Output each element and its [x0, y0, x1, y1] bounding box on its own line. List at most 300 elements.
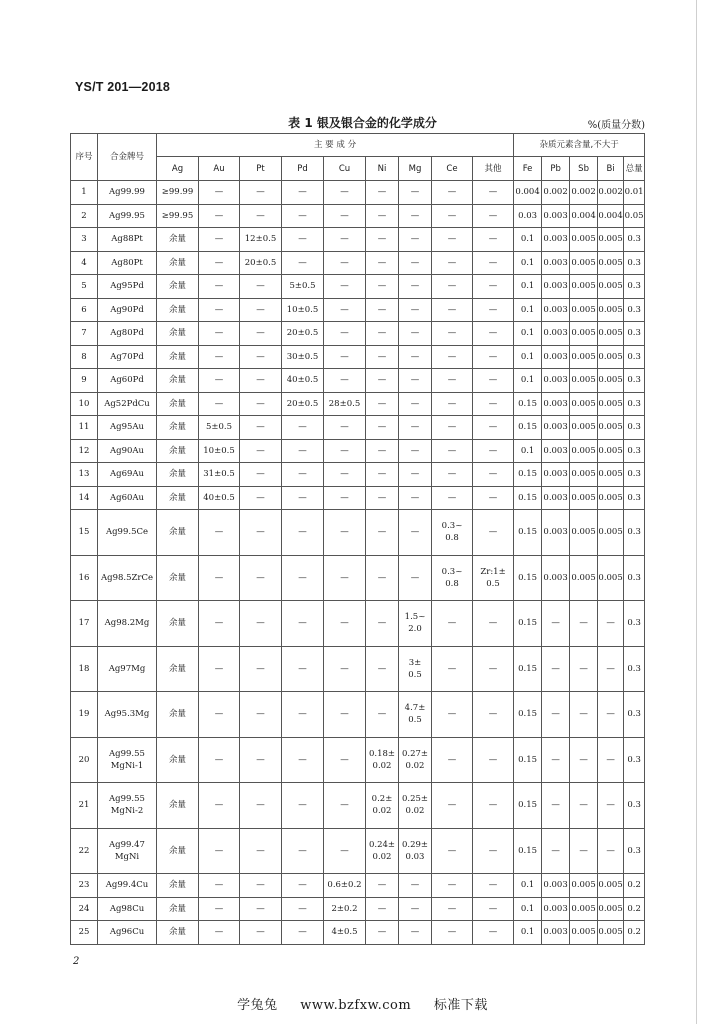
cell-total: 0.3 — [624, 692, 645, 738]
cell-mg — [399, 783, 432, 829]
cell-sb: 0.005 — [570, 897, 598, 921]
cell-seq: 9 — [71, 369, 98, 393]
cell-line: — — [410, 398, 420, 409]
cell-line: 0.5 — [486, 578, 500, 589]
cell-seq: 15 — [71, 510, 98, 556]
cell-line: — — [410, 927, 420, 938]
cell-pt: — — [240, 322, 282, 346]
cell-mg — [399, 737, 432, 783]
cell-mg — [399, 298, 432, 322]
cell-au: 40±0.5 — [199, 486, 240, 510]
cell-line: — — [447, 663, 457, 674]
cell-fe: 0.15 — [514, 692, 542, 738]
cell-mg — [399, 181, 432, 205]
cell-fe: 0.1 — [514, 897, 542, 921]
table-title: 表 1 银及银合金的化学成分 — [288, 116, 437, 130]
cell-cu: 28±0.5 — [324, 392, 366, 416]
cell-ce — [432, 298, 473, 322]
cell-line: Ag99.5Ce — [105, 527, 149, 538]
cell-au: 10±0.5 — [199, 439, 240, 463]
cell-au: — — [199, 646, 240, 692]
cell-line: Ag98Cu — [109, 903, 145, 914]
cell-ag: ≥99.99 — [157, 181, 199, 205]
cell-fe: 0.15 — [514, 392, 542, 416]
cell-ce — [432, 181, 473, 205]
table-row — [71, 345, 645, 369]
cell-bi: 0.005 — [598, 322, 624, 346]
cell-pb: 0.003 — [542, 439, 570, 463]
cell-line: — — [447, 375, 457, 386]
cell-pd: — — [282, 692, 324, 738]
cell-seq: 12 — [71, 439, 98, 463]
cell-pb: 0.003 — [542, 228, 570, 252]
cell-line: 0.02 — [372, 760, 392, 771]
cell-seq: 21 — [71, 783, 98, 829]
cell-ni: — — [366, 646, 399, 692]
cell-seq: 11 — [71, 416, 98, 440]
cell-cu: — — [324, 439, 366, 463]
header-main-group: 主 要 成 分 — [157, 134, 514, 157]
cell-line: — — [410, 328, 420, 339]
cell-pb: 0.003 — [542, 298, 570, 322]
cell-pd: — — [282, 828, 324, 874]
cell-ce — [432, 601, 473, 647]
cell-other — [473, 646, 514, 692]
header-main-col: Pd — [282, 157, 324, 181]
cell-ag: 余量 — [157, 486, 199, 510]
cell-cu: — — [324, 345, 366, 369]
cell-ni: — — [366, 204, 399, 228]
cell-grade — [98, 921, 157, 945]
cell-line: 0.18± — [368, 748, 396, 759]
table-row — [71, 251, 645, 275]
table-row — [71, 228, 645, 252]
cell-grade — [98, 369, 157, 393]
cell-line: Ag90Au — [109, 445, 144, 456]
cell-ag: 余量 — [157, 897, 199, 921]
cell-other — [473, 737, 514, 783]
cell-other — [473, 416, 514, 440]
cell-line: — — [447, 328, 457, 339]
cell-sb: 0.005 — [570, 555, 598, 601]
cell-ni: — — [366, 181, 399, 205]
cell-pt: — — [240, 345, 282, 369]
cell-total: 0.3 — [624, 510, 645, 556]
cell-sb: — — [570, 828, 598, 874]
cell-bi: 0.005 — [598, 439, 624, 463]
cell-total: 0.01 — [624, 181, 645, 205]
cell-pt: — — [240, 463, 282, 487]
cell-ce — [432, 345, 473, 369]
cell-pb: 0.003 — [542, 486, 570, 510]
cell-line: — — [488, 618, 498, 629]
cell-line: — — [447, 422, 457, 433]
cell-fe: 0.1 — [514, 369, 542, 393]
cell-seq: 5 — [71, 275, 98, 299]
cell-total: 0.3 — [624, 783, 645, 829]
cell-pb: — — [542, 692, 570, 738]
cell-ni: — — [366, 275, 399, 299]
cell-sb: 0.005 — [570, 921, 598, 945]
cell-bi: 0.005 — [598, 897, 624, 921]
cell-line: 0.03 — [405, 851, 425, 862]
cell-fe: 0.1 — [514, 345, 542, 369]
cell-ag: 余量 — [157, 737, 199, 783]
cell-line: Ag69Au — [109, 469, 144, 480]
cell-pt: — — [240, 369, 282, 393]
cell-pd: — — [282, 486, 324, 510]
cell-fe: 0.15 — [514, 646, 542, 692]
table-row — [71, 298, 645, 322]
cell-total: 0.3 — [624, 486, 645, 510]
cell-fe: 0.15 — [514, 783, 542, 829]
cell-ce — [432, 486, 473, 510]
cell-cu: 4±0.5 — [324, 921, 366, 945]
cell-line: 0.8 — [445, 578, 459, 589]
cell-line: 0.3~ — [441, 566, 463, 577]
table-row — [71, 463, 645, 487]
table-row — [71, 369, 645, 393]
cell-bi: — — [598, 828, 624, 874]
cell-bi: 0.005 — [598, 510, 624, 556]
cell-bi: 0.005 — [598, 369, 624, 393]
cell-au: — — [199, 181, 240, 205]
cell-line: — — [410, 304, 420, 315]
cell-cu: — — [324, 298, 366, 322]
cell-line: MgNi — [114, 851, 140, 862]
cell-total: 0.3 — [624, 251, 645, 275]
cell-mg — [399, 601, 432, 647]
table-row — [71, 275, 645, 299]
cell-ni — [366, 737, 399, 783]
cell-seq: 8 — [71, 345, 98, 369]
cell-au: — — [199, 204, 240, 228]
cell-grade — [98, 416, 157, 440]
cell-total: 0.2 — [624, 897, 645, 921]
cell-sb: 0.004 — [570, 204, 598, 228]
cell-ce — [432, 783, 473, 829]
cell-other — [473, 921, 514, 945]
cell-fe: 0.15 — [514, 737, 542, 783]
cell-cu: — — [324, 228, 366, 252]
cell-pd: 20±0.5 — [282, 322, 324, 346]
cell-pt: — — [240, 897, 282, 921]
cell-cu: — — [324, 601, 366, 647]
cell-total: 0.3 — [624, 555, 645, 601]
cell-ag: 余量 — [157, 510, 199, 556]
cell-ni — [366, 783, 399, 829]
cell-other — [473, 204, 514, 228]
cell-ag: 余量 — [157, 783, 199, 829]
cell-line: 0.2± — [371, 794, 393, 805]
cell-other — [473, 369, 514, 393]
cell-total: 0.3 — [624, 275, 645, 299]
cell-fe: 0.15 — [514, 601, 542, 647]
cell-line: — — [488, 927, 498, 938]
cell-mg — [399, 228, 432, 252]
cell-bi: 0.005 — [598, 463, 624, 487]
cell-ag: 余量 — [157, 416, 199, 440]
cell-au: 31±0.5 — [199, 463, 240, 487]
cell-ag: ≥99.95 — [157, 204, 199, 228]
cell-sb: — — [570, 646, 598, 692]
cell-pd: 20±0.5 — [282, 392, 324, 416]
cell-line: — — [488, 663, 498, 674]
cell-ag: 余量 — [157, 555, 199, 601]
cell-seq: 25 — [71, 921, 98, 945]
cell-seq: 22 — [71, 828, 98, 874]
cell-total: 0.2 — [624, 921, 645, 945]
cell-grade — [98, 345, 157, 369]
cell-line: — — [488, 304, 498, 315]
table-row — [71, 416, 645, 440]
cell-ce — [432, 555, 473, 601]
cell-line: — — [447, 445, 457, 456]
cell-pb: 0.003 — [542, 275, 570, 299]
cell-pd: — — [282, 737, 324, 783]
cell-other — [473, 555, 514, 601]
cell-pd: — — [282, 416, 324, 440]
header-impurity-col: 总量 — [624, 157, 645, 181]
cell-grade — [98, 439, 157, 463]
cell-ag: 余量 — [157, 251, 199, 275]
page-number: 2 — [73, 956, 80, 967]
cell-line: Ag99.99 — [109, 187, 145, 198]
header-seq: 序号 — [71, 134, 98, 181]
header-grade: 合金牌号 — [98, 134, 157, 181]
header-impurity-col: Pb — [542, 157, 570, 181]
cell-ce — [432, 251, 473, 275]
cell-au: — — [199, 828, 240, 874]
cell-seq: 24 — [71, 897, 98, 921]
cell-pd: — — [282, 439, 324, 463]
cell-seq: 17 — [71, 601, 98, 647]
cell-fe: 0.1 — [514, 275, 542, 299]
cell-pb: 0.003 — [542, 251, 570, 275]
cell-cu: — — [324, 828, 366, 874]
composition-table — [70, 133, 645, 945]
cell-line: — — [488, 903, 498, 914]
cell-line: — — [410, 234, 420, 245]
footer-slogan: 标准下载 — [433, 998, 488, 1013]
cell-line: Ag95.3Mg — [104, 709, 150, 720]
cell-line: — — [447, 257, 457, 268]
cell-sb: 0.005 — [570, 369, 598, 393]
cell-cu: — — [324, 181, 366, 205]
header-impurity-col: Fe — [514, 157, 542, 181]
cell-mg — [399, 486, 432, 510]
cell-pt: — — [240, 298, 282, 322]
cell-mg — [399, 874, 432, 898]
cell-pd: — — [282, 228, 324, 252]
cell-mg — [399, 369, 432, 393]
cell-mg — [399, 555, 432, 601]
cell-fe: 0.1 — [514, 322, 542, 346]
cell-au: — — [199, 322, 240, 346]
cell-line: — — [410, 903, 420, 914]
cell-mg — [399, 416, 432, 440]
cell-pb: 0.003 — [542, 345, 570, 369]
cell-line: 0.29± — [401, 839, 429, 850]
cell-pb: 0.003 — [542, 369, 570, 393]
cell-pt: — — [240, 392, 282, 416]
cell-total: 0.3 — [624, 298, 645, 322]
cell-line: — — [488, 800, 498, 811]
cell-line: — — [410, 880, 420, 891]
cell-sb: 0.005 — [570, 345, 598, 369]
cell-cu: — — [324, 555, 366, 601]
cell-line: — — [488, 234, 498, 245]
header-main-col: Ag — [157, 157, 199, 181]
cell-line: 0.25± — [401, 794, 429, 805]
cell-fe: 0.15 — [514, 416, 542, 440]
cell-bi: — — [598, 783, 624, 829]
cell-line: Ag90Pd — [110, 304, 144, 315]
cell-mg — [399, 204, 432, 228]
cell-line: — — [447, 187, 457, 198]
cell-total: 0.3 — [624, 416, 645, 440]
cell-total: 0.3 — [624, 646, 645, 692]
cell-line: — — [488, 398, 498, 409]
cell-fe: 0.03 — [514, 204, 542, 228]
cell-bi: 0.005 — [598, 416, 624, 440]
table-row — [71, 486, 645, 510]
cell-pb: 0.002 — [542, 181, 570, 205]
cell-pd: 30±0.5 — [282, 345, 324, 369]
cell-line: — — [410, 469, 420, 480]
cell-line: 2.0 — [408, 624, 422, 635]
cell-au: — — [199, 737, 240, 783]
cell-other — [473, 897, 514, 921]
cell-line: 0.8 — [445, 533, 459, 544]
cell-line: — — [488, 845, 498, 856]
cell-pb: 0.003 — [542, 555, 570, 601]
cell-bi: 0.005 — [598, 251, 624, 275]
cell-au: — — [199, 874, 240, 898]
header-main-col: Ni — [366, 157, 399, 181]
cell-other — [473, 251, 514, 275]
cell-ni: — — [366, 439, 399, 463]
cell-line: — — [447, 469, 457, 480]
footer-site-url[interactable]: www.bzfxw.com — [300, 998, 412, 1013]
binding-edge-line — [696, 0, 697, 1024]
cell-au: — — [199, 369, 240, 393]
cell-ce — [432, 439, 473, 463]
table-row — [71, 204, 645, 228]
cell-pd: 10±0.5 — [282, 298, 324, 322]
cell-line: 0.5 — [408, 715, 422, 726]
cell-line: — — [488, 281, 498, 292]
cell-ce — [432, 737, 473, 783]
cell-other — [473, 692, 514, 738]
cell-line: Ag99.55 — [109, 748, 145, 759]
table-row — [71, 737, 645, 783]
cell-pd: — — [282, 510, 324, 556]
cell-total: 0.3 — [624, 828, 645, 874]
cell-line: — — [488, 210, 498, 221]
cell-sb: — — [570, 601, 598, 647]
cell-line: Ag98.2Mg — [104, 618, 150, 629]
cell-line: — — [488, 709, 498, 720]
cell-line: Ag80Pt — [111, 257, 143, 268]
cell-line: — — [410, 210, 420, 221]
cell-pd: — — [282, 897, 324, 921]
cell-ce — [432, 510, 473, 556]
cell-other — [473, 463, 514, 487]
cell-pd: — — [282, 181, 324, 205]
cell-pt: — — [240, 874, 282, 898]
cell-ag: 余量 — [157, 692, 199, 738]
cell-seq: 2 — [71, 204, 98, 228]
cell-line: Ag99.47 — [109, 839, 145, 850]
cell-line: — — [447, 880, 457, 891]
cell-mg — [399, 463, 432, 487]
cell-sb: 0.002 — [570, 181, 598, 205]
cell-ni: — — [366, 601, 399, 647]
cell-line: — — [488, 880, 498, 891]
cell-other — [473, 486, 514, 510]
cell-line: — — [410, 422, 420, 433]
cell-sb: 0.005 — [570, 486, 598, 510]
cell-fe: 0.1 — [514, 874, 542, 898]
cell-bi: 0.002 — [598, 181, 624, 205]
cell-pb: 0.003 — [542, 204, 570, 228]
cell-grade — [98, 298, 157, 322]
cell-cu: — — [324, 322, 366, 346]
cell-pt: — — [240, 416, 282, 440]
cell-seq: 4 — [71, 251, 98, 275]
cell-au: — — [199, 392, 240, 416]
cell-cu: — — [324, 463, 366, 487]
header-impurity-col: Sb — [570, 157, 598, 181]
cell-line: Ag70Pd — [110, 351, 144, 362]
cell-total: 0.3 — [624, 439, 645, 463]
cell-bi: 0.005 — [598, 921, 624, 945]
cell-pd: — — [282, 646, 324, 692]
cell-line: — — [488, 375, 498, 386]
cell-mg — [399, 275, 432, 299]
cell-au: — — [199, 692, 240, 738]
cell-other — [473, 828, 514, 874]
cell-seq: 19 — [71, 692, 98, 738]
cell-grade — [98, 251, 157, 275]
cell-bi: 0.005 — [598, 392, 624, 416]
cell-ag: 余量 — [157, 345, 199, 369]
header-main-col: Mg — [399, 157, 432, 181]
cell-au: — — [199, 510, 240, 556]
cell-seq: 3 — [71, 228, 98, 252]
cell-line: 3± — [408, 657, 422, 668]
cell-line: Ag60Pd — [110, 375, 144, 386]
header-main-col: Cu — [324, 157, 366, 181]
cell-au: — — [199, 921, 240, 945]
cell-pd: 5±0.5 — [282, 275, 324, 299]
cell-ce — [432, 204, 473, 228]
cell-ag: 余量 — [157, 828, 199, 874]
cell-bi: — — [598, 692, 624, 738]
cell-sb: 0.005 — [570, 275, 598, 299]
cell-fe: 0.1 — [514, 228, 542, 252]
header-impurity-group: 杂质元素含量,不大于 — [514, 134, 645, 157]
cell-fe: 0.15 — [514, 486, 542, 510]
cell-ce — [432, 692, 473, 738]
cell-grade — [98, 204, 157, 228]
cell-line: — — [447, 210, 457, 221]
cell-pb: — — [542, 601, 570, 647]
cell-line: 0.02 — [372, 851, 392, 862]
cell-mg — [399, 921, 432, 945]
cell-line: Ag99.4Cu — [105, 880, 149, 891]
